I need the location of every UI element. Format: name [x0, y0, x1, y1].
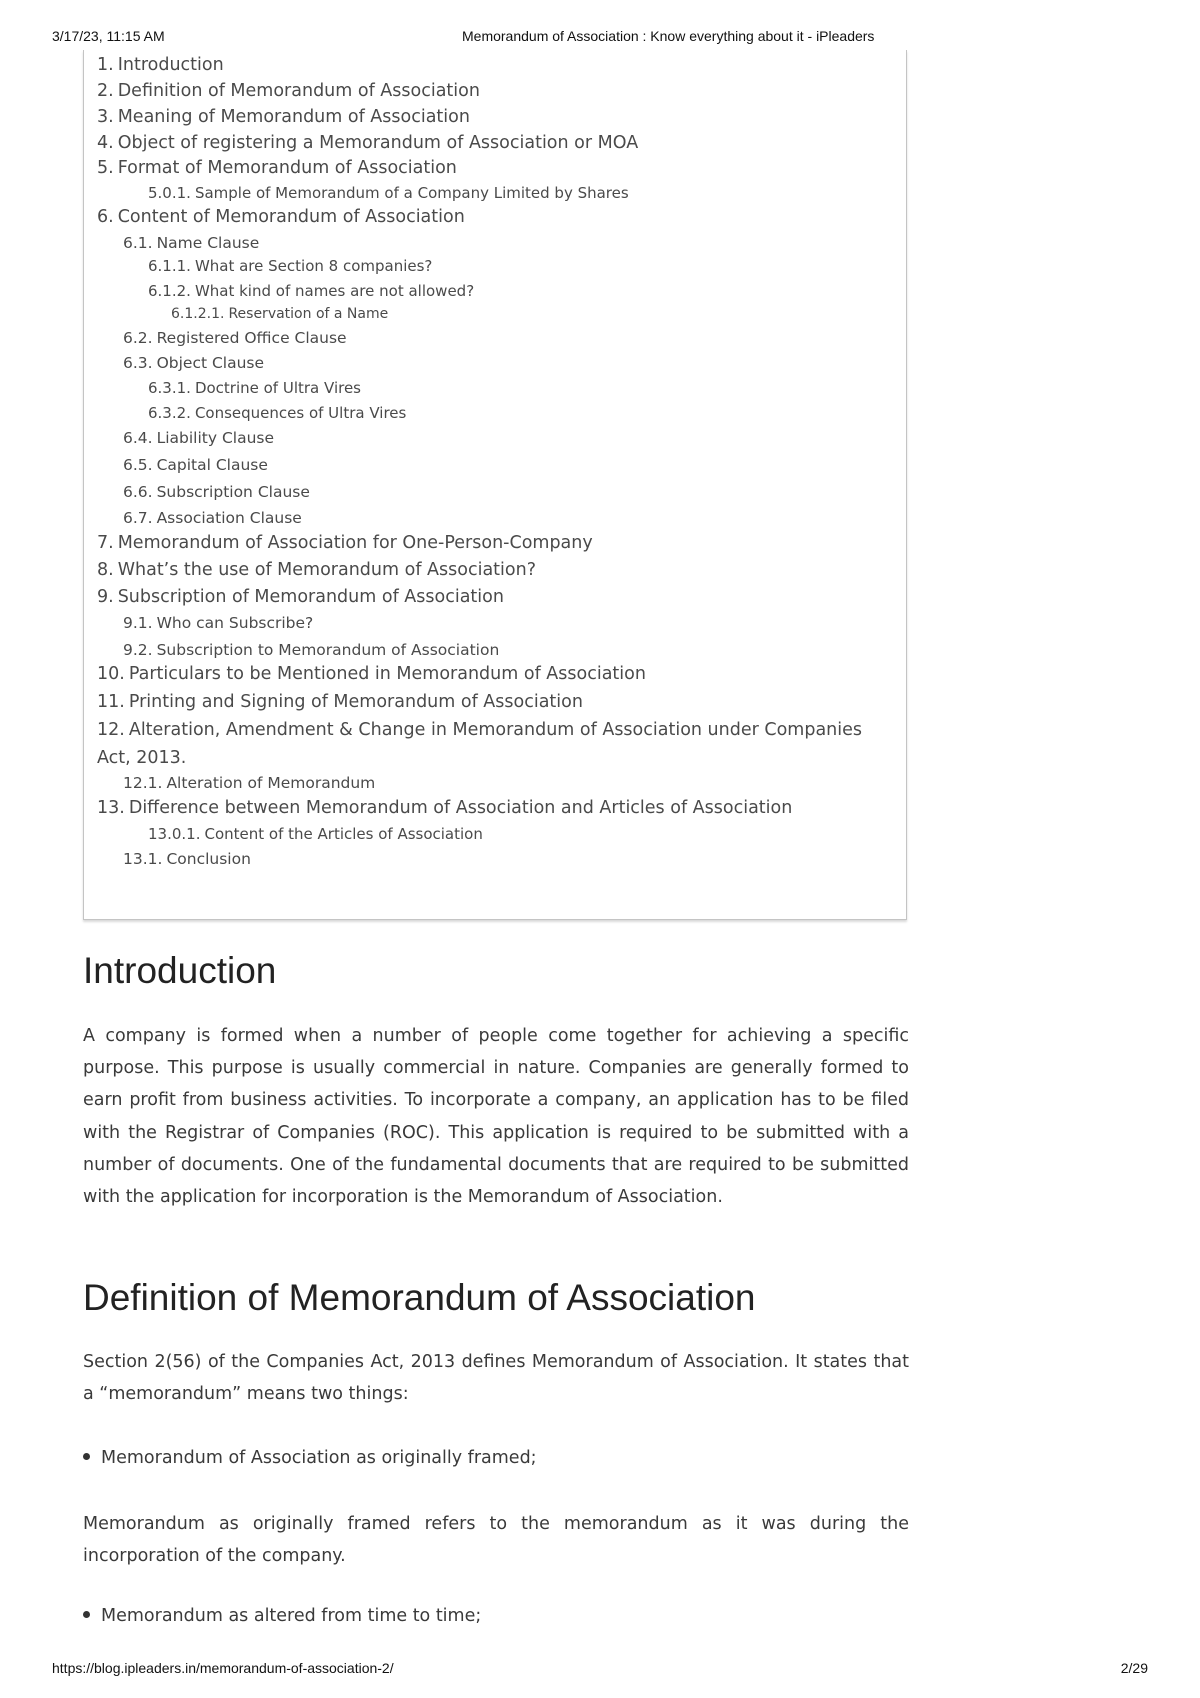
toc-link[interactable]: Subscription Clause — [156, 483, 310, 501]
toc-item[interactable]: 3. Meaning of Memorandum of Association — [97, 107, 470, 127]
toc-link[interactable]: Subscription of Memorandum of Association — [117, 587, 504, 607]
toc-item[interactable]: 6.4. Liability Clause — [123, 429, 275, 447]
toc-link[interactable]: Content of the Articles of Association — [204, 825, 483, 843]
toc-item[interactable]: 6.6. Subscription Clause — [123, 483, 310, 501]
toc-link[interactable]: Sample of Memorandum of a Company Limited by Shares — [194, 184, 629, 202]
list-item — [83, 1606, 481, 1626]
toc-item[interactable]: 11. Printing and Signing of Memorandum of Association — [97, 692, 583, 712]
toc-item[interactable]: 1. Introduction — [97, 55, 224, 75]
toc-link[interactable]: Doctrine of Ultra Vires — [194, 379, 361, 397]
toc-link[interactable]: What’s the use of Memorandum of Association? — [117, 560, 536, 580]
toc-link[interactable]: Printing and Signing of Memorandum of Association — [128, 692, 583, 712]
toc-item[interactable]: 10. Particulars to be Mentioned in Memorandum of Association — [97, 664, 646, 684]
toc-link[interactable]: What are Section 8 companies? — [194, 257, 433, 275]
list-item — [83, 1448, 537, 1468]
toc-link[interactable]: Difference between Memorandum of Association and Articles of Association — [128, 798, 793, 818]
toc-link[interactable]: Content of Memorandum of Association — [117, 207, 465, 227]
toc-item[interactable]: 12. Alteration, Amendment & Change in Memorandum of Association under Companies Act, 2013. — [97, 720, 863, 768]
toc-link[interactable]: Object Clause — [156, 354, 265, 372]
toc-item[interactable]: 6.1.2. What kind of names are not allowed? — [148, 282, 475, 300]
definition-heading: Definition of Memorandum of Association — [83, 1277, 756, 1318]
toc-item[interactable]: 13.0.1. Content of the Articles of Association — [148, 825, 483, 843]
toc-link[interactable]: Meaning of Memorandum of Association — [117, 107, 470, 127]
toc-item[interactable]: 6.3. Object Clause — [123, 354, 265, 372]
toc-item[interactable]: 13. Difference between Memorandum of Association and Articles of Association — [97, 798, 793, 818]
toc-item[interactable]: 6.1. Name Clause — [123, 234, 260, 252]
print-page-title: Memorandum of Association : Know everything about it - iPleaders — [462, 28, 875, 44]
toc-link[interactable]: Reservation of a Name — [228, 306, 389, 322]
toc-link[interactable]: Alteration, Amendment & Change in Memorandum of Association under Companies Act, 2013. — [97, 720, 863, 768]
page-number: 2/29 — [1120, 1660, 1148, 1676]
toc-link[interactable]: Liability Clause — [156, 429, 275, 447]
toc-item[interactable]: 6. Content of Memorandum of Association — [97, 207, 465, 227]
toc-item[interactable]: 9.2. Subscription to Memorandum of Association — [123, 641, 500, 659]
bullet-text: Memorandum as altered from time to time; — [101, 1606, 482, 1626]
toc-link[interactable]: Subscription to Memorandum of Association — [156, 641, 500, 659]
toc-item[interactable]: 2. Definition of Memorandum of Association — [97, 81, 480, 101]
toc-link[interactable]: Definition of Memorandum of Association — [117, 81, 480, 101]
toc-item[interactable]: 6.3.2. Consequences of Ultra Vires — [148, 404, 407, 422]
toc-link[interactable]: Name Clause — [156, 234, 260, 252]
print-footer — [52, 1660, 1148, 1680]
toc-link[interactable]: Consequences of Ultra Vires — [194, 404, 407, 422]
toc-item[interactable]: 6.7. Association Clause — [123, 509, 302, 527]
toc-item[interactable]: 6.3.1. Doctrine of Ultra Vires — [148, 379, 361, 397]
toc-item[interactable]: 5. Format of Memorandum of Association — [97, 158, 457, 178]
toc-link[interactable]: Particulars to be Mentioned in Memorandum of Association — [128, 664, 646, 684]
toc-item[interactable]: 6.2. Registered Office Clause — [123, 329, 347, 347]
toc-item[interactable]: 12.1. Alteration of Memorandum — [123, 774, 376, 792]
toc-link[interactable]: Capital Clause — [156, 456, 268, 474]
toc-item[interactable]: 6.1.2.1. Reservation of a Name — [171, 306, 389, 322]
intro-paragraph: A company is formed when a number of people come together for achieving a specific purpose. This purpose is usually commercial in nature. Companies are generally formed to earn profit from business activities. To incorporate a company, an application has to be filed with the Registrar of Companies (ROC). This application is required to be submitted with a number of documents. One of the fundamental documents that are required to be submitted with the application for incorporation is the Memorandum of Association. — [83, 1026, 909, 1208]
toc-item[interactable]: 9. Subscription of Memorandum of Association — [97, 587, 504, 607]
toc-item[interactable]: 9.1. Who can Subscribe? — [123, 614, 314, 632]
print-datetime: 3/17/23, 11:15 AM — [52, 28, 165, 44]
toc-link[interactable]: Who can Subscribe? — [156, 614, 314, 632]
toc-item[interactable]: 7. Memorandum of Association for One-Person-Company — [97, 533, 593, 553]
article-body — [83, 0, 909, 1698]
toc-link[interactable]: Object of registering a Memorandum of Association or MOA — [117, 133, 639, 153]
toc-link[interactable]: Introduction — [117, 55, 224, 75]
toc-item[interactable]: 4. Object of registering a Memorandum of Association or MOA — [97, 133, 639, 153]
bullet-icon — [83, 1611, 90, 1618]
toc-link[interactable]: Conclusion — [166, 850, 251, 868]
toc-link[interactable]: Format of Memorandum of Association — [117, 158, 457, 178]
toc-link[interactable]: What kind of names are not allowed? — [194, 282, 475, 300]
bullet-text: Memorandum of Association as originally framed; — [101, 1448, 537, 1468]
bullet-icon — [83, 1453, 90, 1460]
toc-link[interactable]: Alteration of Memorandum — [166, 774, 376, 792]
print-url: https://blog.ipleaders.in/memorandum-of-association-2/ — [52, 1660, 394, 1676]
toc-item[interactable]: 6.1.1. What are Section 8 companies? — [148, 257, 433, 275]
toc-item[interactable]: 5.0.1. Sample of Memorandum of a Company Limited by Shares — [148, 184, 629, 202]
toc-item[interactable]: 6.5. Capital Clause — [123, 456, 268, 474]
definition-paragraph: Section 2(56) of the Companies Act, 2013 defines Memorandum of Association. It states that a “memorandum” means two things: — [83, 1352, 909, 1405]
toc-link[interactable]: Association Clause — [156, 509, 302, 527]
bullet-1-paragraph: Memorandum as originally framed refers to the memorandum as it was during the incorporation of the company. — [83, 1514, 909, 1567]
toc-item[interactable]: 13.1. Conclusion — [123, 850, 251, 868]
toc-link[interactable]: Registered Office Clause — [156, 329, 347, 347]
toc-link[interactable]: Memorandum of Association for One-Person-Company — [117, 533, 593, 553]
toc-item[interactable]: 8. What’s the use of Memorandum of Association? — [97, 560, 536, 580]
intro-heading: Introduction — [83, 950, 277, 991]
